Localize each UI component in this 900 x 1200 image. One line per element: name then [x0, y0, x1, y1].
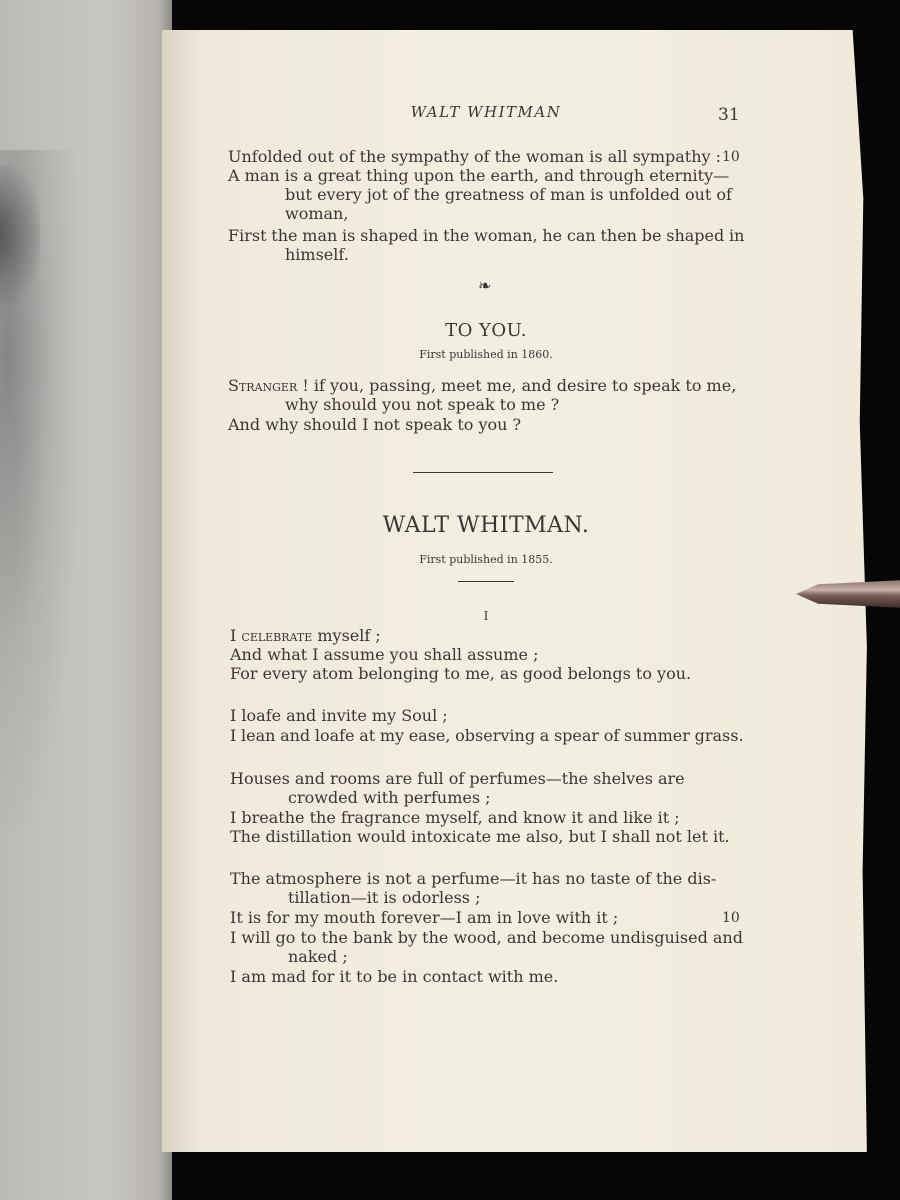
prev-poem-line: Unfolded out of the sympathy of the woman is all sympathy : [228, 147, 722, 166]
poem-line: I lean and loafe at my ease, observing a spear of summer grass. [230, 726, 744, 745]
prev-poem-line: A man is a great thing upon the earth, and through eternity— [228, 166, 730, 185]
poem-line: Houses and rooms are full of perfumes—the shelves are [230, 769, 685, 788]
poem-title-to-you: TO YOU. [445, 320, 527, 341]
small-caps-words: I celebrate [230, 626, 313, 645]
poem-line: I am mad for it to be in contact with me. [230, 967, 559, 986]
short-divider [458, 581, 514, 582]
poem-subtitle: First published in 1855. [419, 553, 553, 566]
line-number: 10 [722, 149, 740, 165]
poem-line: The distillation would intoxicate me also, but I shall not let it. [230, 827, 730, 846]
prev-poem-line: woman, [285, 204, 349, 223]
poem-line: why should you not speak to me ? [285, 395, 560, 414]
poem-line-text: myself ; [312, 626, 381, 645]
poem-line: I breathe the fragrance myself, and know it and like it ; [230, 808, 680, 827]
poem-subtitle: First published in 1860. [419, 348, 553, 361]
poem-line: And why should I not speak to you ? [228, 415, 522, 434]
poem-line: I loafe and invite my Soul ; [230, 706, 448, 725]
poem-line [228, 376, 736, 396]
small-caps-word: Stranger [228, 376, 298, 395]
prev-poem-line: himself. [285, 245, 349, 264]
line-number: 10 [722, 910, 740, 926]
poem-line: I will go to the bank by the wood, and become undisguised and [230, 928, 743, 947]
section-numeral: I [483, 609, 489, 623]
fleuron-ornament: ❧ [478, 276, 492, 295]
prev-poem-line: but every jot of the greatness of man is unfolded out of [285, 185, 732, 204]
section-divider [413, 472, 553, 473]
prev-poem-line: First the man is shaped in the woman, he can then be shaped in [228, 226, 745, 245]
poem-line: It is for my mouth forever—I am in love with it ; [230, 908, 619, 927]
poem-line: And what I assume you shall assume ; [230, 645, 539, 664]
running-head: WALT WHITMAN [410, 103, 562, 121]
poem-line: For every atom belonging to me, as good belongs to you. [230, 664, 692, 683]
poem-line: naked ; [288, 947, 348, 966]
page-number: 31 [718, 105, 740, 125]
poem-line-text: ! if you, passing, meet me, and desire to speak to me, [297, 376, 737, 395]
poem-line [230, 626, 381, 646]
poem-line: The atmosphere is not a perfume—it has no taste of the dis- [230, 869, 717, 888]
poem-title-walt-whitman: WALT WHITMAN. [382, 513, 590, 538]
poem-line: crowded with perfumes ; [288, 788, 491, 807]
poem-line: tillation—it is odorless ; [288, 888, 481, 907]
